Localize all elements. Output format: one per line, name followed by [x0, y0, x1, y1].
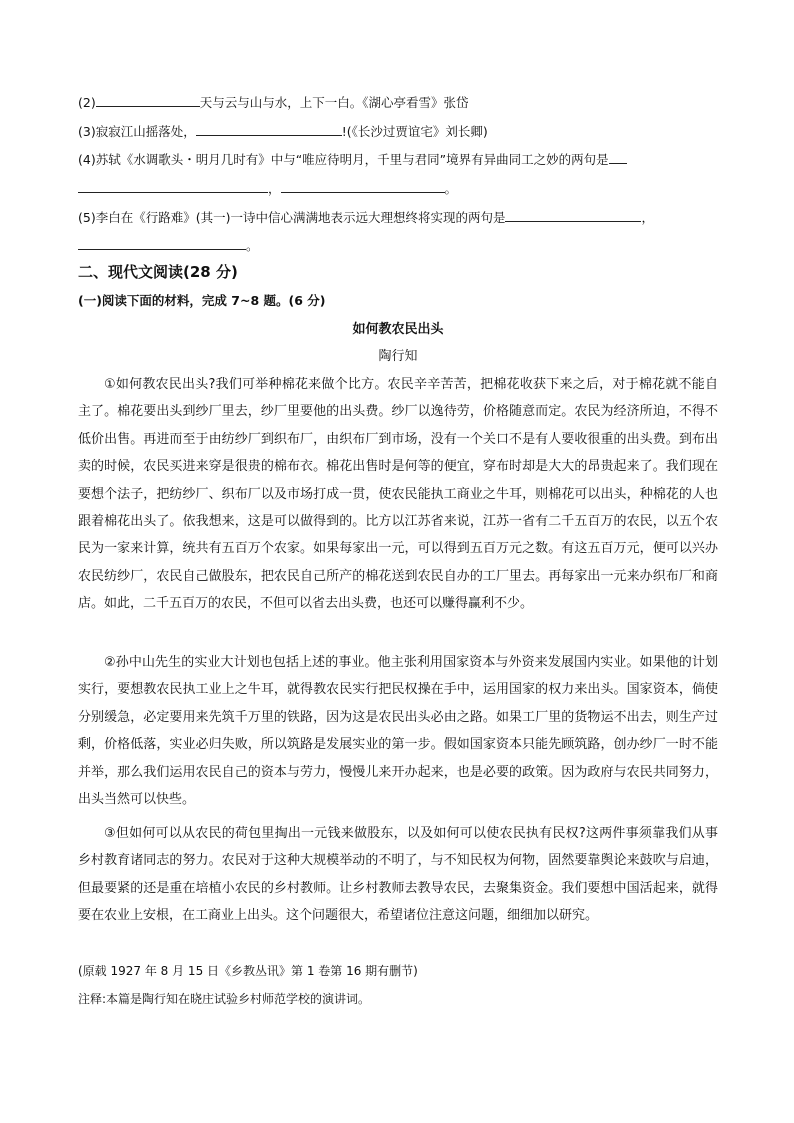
article-paragraph-3: ③但如何可以从农民的荷包里掏出一元钱来做股东，以及如何可以使农民执有民权?这两件事须靠我们从事乡村教育诸同志的努力。农民对于这种大规模举动的不明了，与不知民权为何物，固然要靠舆论来鼓吹与启迪，但最要紧的还是重在培植小农民的乡村教师。让乡村教师去教导农民，去聚集资金。我们要想中国活起来，就得要在农业上安根，在工商业上出头。这个问题很大，希望诸位注意这问题，细细加以研究。	[78, 826, 718, 924]
answer-blank-3[interactable]	[196, 122, 342, 136]
article-paragraph-1: ①如何教农民出头?我们可举种棉花来做个比方。农民辛辛苦苦，把棉花收获下来之后，对于棉花就不能自主了。棉花要出头到纱厂里去，纱厂里要他的出头费。纱厂以逸待劳，价格随意而定。农民为经济所迫，不得不低价出售。再进而至于由纺纱厂到织布厂，由织布厂到市场，没有一个关口不是有人要收很重的出头费。到布出卖的时候，农民买进来穿是很贵的棉布衣。棉花出售时是何等的便宜，穿布时却是大大的昂贵起来了。我们现在要想个法子，把纺纱厂、织布厂以及市场打成一贯，使农民能执工商业之牛耳，则棉花可以出头，种棉花的人也跟着棉花出头了。依我想来，这是可以做得到的。比方以江苏省来说，江苏一省有二千五百万的农民，以五个农民为一家来计算，统共有五百万个农家。如果每家出一元，可以得到五百万元之数。有这五百万元，便可以兴办农民纺纱厂，农民自己做股东，把农民自己所产的棉花送到农民自办的工厂里去。再每家出一元来办织布厂和商店。如此，二千五百万的农民，不但可以省去出头费，也还可以赚得赢利不少。	[78, 377, 718, 612]
question-3-source: !(《长沙过贾谊宅》刘长卿)	[341, 124, 488, 139]
question-3	[78, 122, 488, 142]
question-2	[78, 93, 468, 113]
question-4-answers	[78, 179, 457, 199]
article-author: 陶行知	[378, 349, 418, 364]
answer-blank-4a[interactable]	[78, 179, 268, 193]
question-5	[78, 208, 654, 228]
question-5-end: 。	[246, 238, 259, 253]
answer-blank-4b[interactable]	[281, 179, 445, 193]
question-5-text: (5)李白在《行路难》(其一)一诗中信心满满地表示远大理想终将实现的两句是	[78, 210, 506, 225]
answer-blank-5b[interactable]	[78, 236, 246, 250]
question-2-number: (2)	[78, 95, 96, 110]
question-5-answers	[78, 236, 259, 256]
article-source: (原载 1927 年 8 月 15 日《乡教丛讯》第 1 卷第 16 期有删节)	[78, 964, 418, 978]
question-4	[78, 150, 627, 170]
question-4-end: 。	[444, 181, 458, 196]
article-title: 如何教农民出头	[352, 322, 444, 337]
article-paragraph-2: ②孙中山先生的实业大计划也包括上述的事业。他主张利用国家资本与外资来发展国内实业。如果他的计划实行，要想教农民执工业上之牛耳，就得教农民实行把民权操在手中，运用国家的权力来出头。国家资本，倘使分别缓急，必定要用来先筑千万里的铁路，因为这是农民出头必由之路。如果工厂里的货物运不出去，则生产过剩，价格低落，实业必归失败，所以筑路是发展实业的第一步。假如国家资本只能先顾筑路，创办纱厂一时不能并举，那么我们运用农民自己的资本与劳力，慢慢儿来开办起来，也是必要的政策。因为政府与农民共同努力，出头当然可以快些。	[78, 655, 718, 808]
question-4-text: (4)苏轼《水调歌头・明月几时有》中与“唯应待明月，千里与君同”境界有异曲同工之妙的两句是	[78, 152, 609, 167]
article-note: 注释:本篇是陶行知在晓庄试验乡村师范学校的演讲词。	[78, 992, 371, 1006]
answer-blank-5a[interactable]	[505, 208, 641, 222]
answer-blank-2[interactable]	[96, 93, 200, 107]
question-3-text: (3)寂寂江山摇落处，	[78, 124, 196, 139]
section-title: 二、现代文阅读(28 分)	[78, 263, 238, 281]
question-2-text: 天与云与山与水，上下一白。《湖心亭看雪》张岱	[199, 95, 469, 110]
question-4-separator: ，	[268, 181, 281, 196]
answer-blank-4a-start[interactable]	[609, 150, 627, 164]
section-subtitle: (一)阅读下面的材料，完成 7~8 题。(6 分)	[78, 293, 326, 308]
question-5-separator: ，	[641, 210, 654, 225]
